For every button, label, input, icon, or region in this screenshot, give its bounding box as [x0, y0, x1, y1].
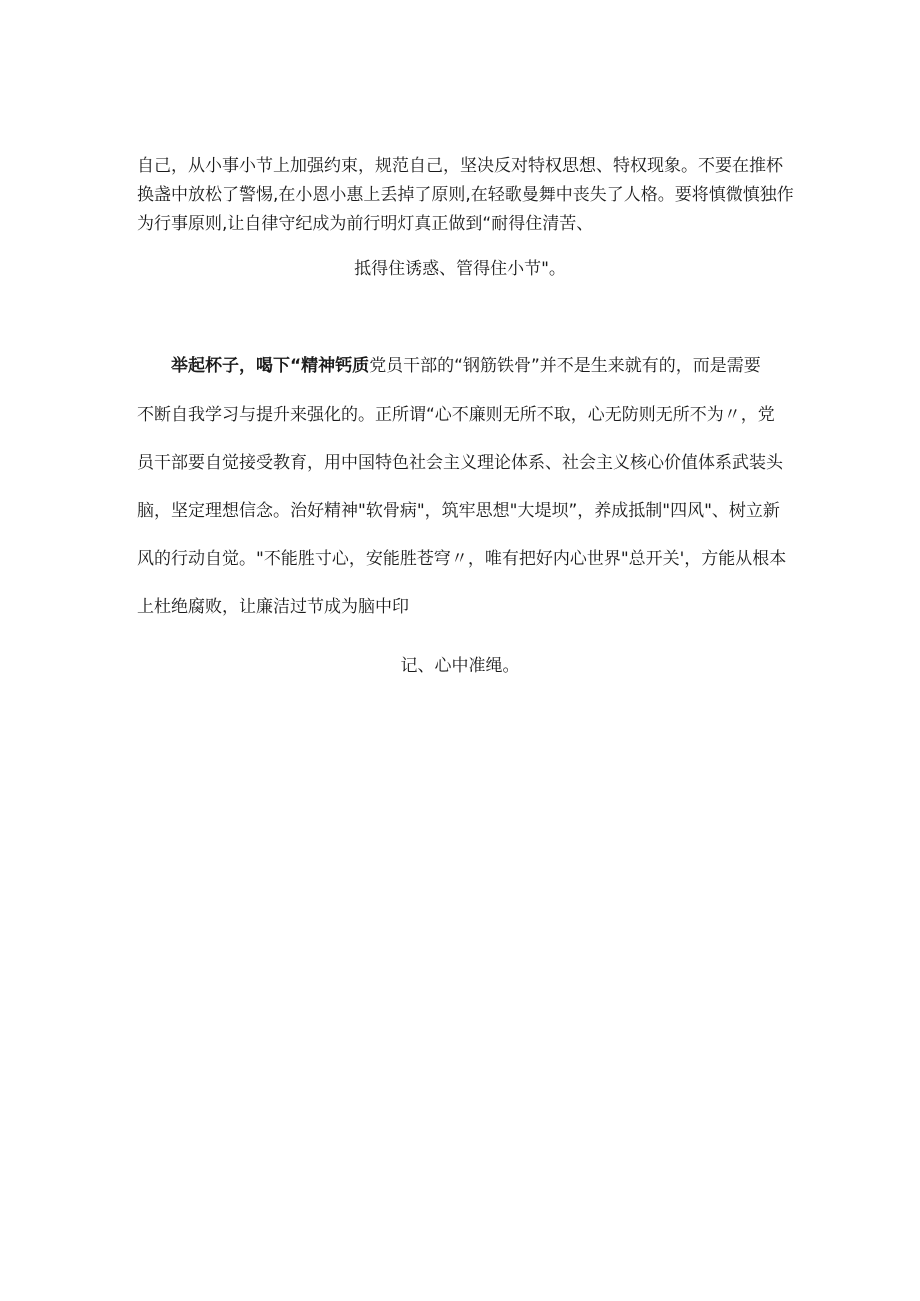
paragraph2-line-5: 风的行动自觉。"不能胜寸心，安能胜苍穹〃，唯有把好内心世界"总开关'，方能从根本 [137, 549, 787, 569]
paragraph1-line-2: 换盏中放松了警惕,在小恩小惠上丢掉了原则,在轻歌曼舞中丧失了人格。要将慎微慎独作 [137, 185, 794, 205]
paragraph2-line-2: 不断自我学习与提升来强化的。正所谓“心不廉则无所不取，心无防则无所不为〃，党 [137, 405, 775, 425]
paragraph1-closing: 抵得住诱惑、管得住小节"。 [354, 259, 566, 279]
paragraph2-heading: 举起杯子，喝下“精神钙质 [171, 356, 370, 376]
paragraph1-line-3: 为行事原则,让自律守纪成为前行明灯真正做到“耐得住清苦、 [137, 214, 594, 234]
paragraph2-line-6: 上杜绝腐败，让廉洁过节成为脑中印 [137, 597, 409, 617]
paragraph2-first-line-text: 党员干部的“钢筋铁骨”并不是生来就有的，而是需要 [369, 356, 761, 376]
paragraph1-line-1: 自己，从小事小节上加强约束，规范自己，坚决反对特权思想、特权现象。不要在推杯 [137, 156, 783, 176]
paragraph2-first-line [171, 355, 761, 377]
paragraph2-line-4: 脑，坚定理想信念。治好精神"软骨病"，筑牢思想"大堤坝”，养成抵制"四风"、树立新 [137, 501, 780, 521]
paragraph2-closing: 记、心中准绳。 [400, 656, 520, 676]
paragraph2-line-3: 员干部要自觉接受教育，用中国特色社会主义理论体系、社会主义核心价值体系武装头 [137, 453, 783, 473]
